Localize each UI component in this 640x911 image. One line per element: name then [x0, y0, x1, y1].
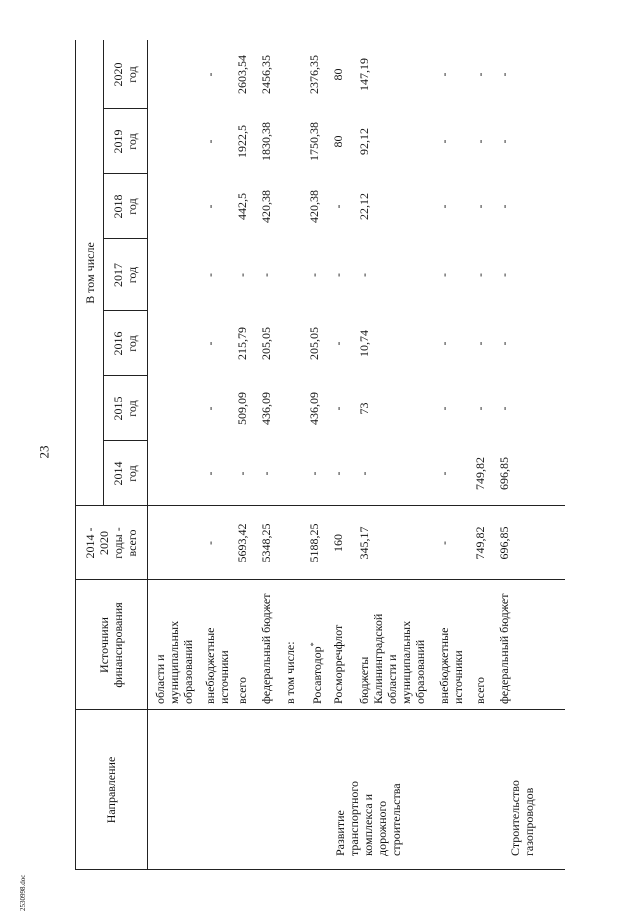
- header-bottom-border: [147, 40, 148, 870]
- table-cell: 2376,35: [307, 55, 321, 94]
- table-cell: 2456,35: [259, 55, 273, 94]
- source-label: Росавтодор*: [309, 642, 324, 704]
- table-cell: 205,05: [259, 327, 273, 360]
- table-cell: -: [473, 139, 487, 144]
- table-cell: -: [203, 406, 217, 411]
- table-cell: 442,5: [235, 193, 249, 220]
- table-cell: -: [497, 273, 511, 277]
- table-top-border: [75, 40, 76, 870]
- table-cell: 420,38: [259, 190, 273, 223]
- table-cell: 696,85: [497, 457, 511, 490]
- table-cell: 92,12: [357, 128, 371, 155]
- table-cell: 215,79: [235, 327, 249, 360]
- direction-gas-pipelines: Строительство газопроводов: [508, 780, 536, 856]
- source-label: внебюджетные источники: [203, 627, 231, 704]
- table-cell: -: [497, 341, 511, 346]
- header-year-2016: 2016 год: [111, 331, 139, 356]
- table-cell: 5693,42: [235, 523, 249, 563]
- table-cell: 5348,25: [259, 523, 273, 563]
- table-cell: 696,85: [497, 526, 511, 560]
- table-cell: -: [437, 204, 451, 209]
- table-cell: -: [331, 204, 345, 209]
- header-year-2015: 2015 год: [111, 396, 139, 421]
- header-including: В том числе: [83, 242, 97, 304]
- source-label: федеральный бюджет: [497, 593, 511, 704]
- table-cell: -: [473, 273, 487, 277]
- table-cell: -: [473, 341, 487, 346]
- table-cell: -: [331, 273, 345, 277]
- table-left-border: [75, 869, 565, 870]
- table-cell: -: [437, 541, 451, 545]
- table-cell: -: [437, 341, 451, 346]
- table-cell: 436,09: [307, 392, 321, 425]
- including-underline: [103, 40, 104, 506]
- source-label: всего: [473, 676, 487, 704]
- col-line-sources: [75, 709, 565, 710]
- table-cell: 5188,25: [307, 523, 321, 563]
- table-cell: 22,12: [357, 193, 371, 220]
- table-cell: 420,38: [307, 190, 321, 223]
- table-cell: -: [497, 139, 511, 144]
- table-cell: -: [203, 541, 217, 545]
- source-label: в том числе:: [283, 641, 297, 704]
- source-label: федеральный бюджет: [259, 593, 273, 704]
- table-cell: 205,05: [307, 327, 321, 360]
- table-cell: -: [437, 139, 451, 144]
- table-cell: 345,17: [357, 526, 371, 560]
- source-label: бюджеты Калининградской области и муниципальных образований: [357, 613, 427, 704]
- table-cell: -: [259, 273, 273, 277]
- rotated-page: [75, 40, 565, 870]
- table-cell: 80: [331, 68, 345, 81]
- header-year-2019: 2019 год: [111, 129, 139, 154]
- table-cell: -: [357, 273, 371, 277]
- source-label: Росморречфлот: [331, 624, 345, 704]
- table-cell: -: [203, 471, 217, 476]
- source-label: внебюджетные источники: [437, 627, 465, 704]
- table-cell: -: [331, 406, 345, 411]
- table-cell: 1922,5: [235, 125, 249, 158]
- table-cell: -: [437, 471, 451, 476]
- table-cell: -: [235, 273, 249, 277]
- table-cell: 1750,38: [307, 122, 321, 161]
- table-cell: -: [437, 273, 451, 277]
- table-cell: 1830,38: [259, 122, 273, 161]
- table-cell: -: [203, 204, 217, 209]
- table-cell: -: [437, 72, 451, 77]
- table-cell: 436,09: [259, 392, 273, 425]
- table-cell: 749,82: [473, 457, 487, 490]
- table-cell: 160: [331, 534, 345, 552]
- table-cell: -: [497, 406, 511, 411]
- source-label: области и муниципальных образований: [153, 620, 195, 704]
- table-cell: 147,19: [357, 58, 371, 91]
- table-cell: -: [473, 204, 487, 209]
- table-cell: -: [473, 406, 487, 411]
- table-cell: -: [497, 72, 511, 77]
- table-cell: -: [307, 471, 321, 476]
- header-year-2017: 2017 год: [111, 263, 139, 287]
- footer-filename: 2530998.doc: [19, 874, 27, 911]
- table-cell: -: [203, 341, 217, 346]
- table-cell: -: [331, 471, 345, 476]
- source-label: всего: [235, 676, 249, 704]
- table-cell: -: [259, 471, 273, 476]
- direction-transport: Развитие транспортного комплекса и дорожного строительства: [333, 780, 403, 856]
- footnote-mark: *: [309, 642, 318, 647]
- table-cell: -: [497, 204, 511, 209]
- table-cell: -: [307, 273, 321, 277]
- table-cell: 80: [331, 135, 345, 148]
- header-year-2020: 2020 год: [111, 62, 139, 87]
- header-direction: Направление: [104, 756, 118, 824]
- table-cell: -: [473, 72, 487, 77]
- table-cell: -: [357, 471, 371, 476]
- table-cell: -: [203, 139, 217, 144]
- table-cell: -: [235, 471, 249, 476]
- header-sources: Источники финансирования: [97, 602, 125, 688]
- header-total: 2014 - 2020 годы - всего: [83, 527, 139, 559]
- table-cell: 509,09: [235, 392, 249, 425]
- table-cell: -: [437, 406, 451, 411]
- header-year-2018: 2018 год: [111, 194, 139, 219]
- table-cell: 10,74: [357, 330, 371, 357]
- table-cell: 2603,54: [235, 55, 249, 94]
- table-cell: 73: [357, 402, 371, 415]
- table-cell: 749,82: [473, 526, 487, 560]
- table-cell: -: [203, 72, 217, 77]
- table-cell: -: [203, 273, 217, 277]
- page-number: 23: [36, 445, 52, 459]
- header-year-2014: 2014 год: [111, 461, 139, 486]
- table-cell: -: [331, 341, 345, 346]
